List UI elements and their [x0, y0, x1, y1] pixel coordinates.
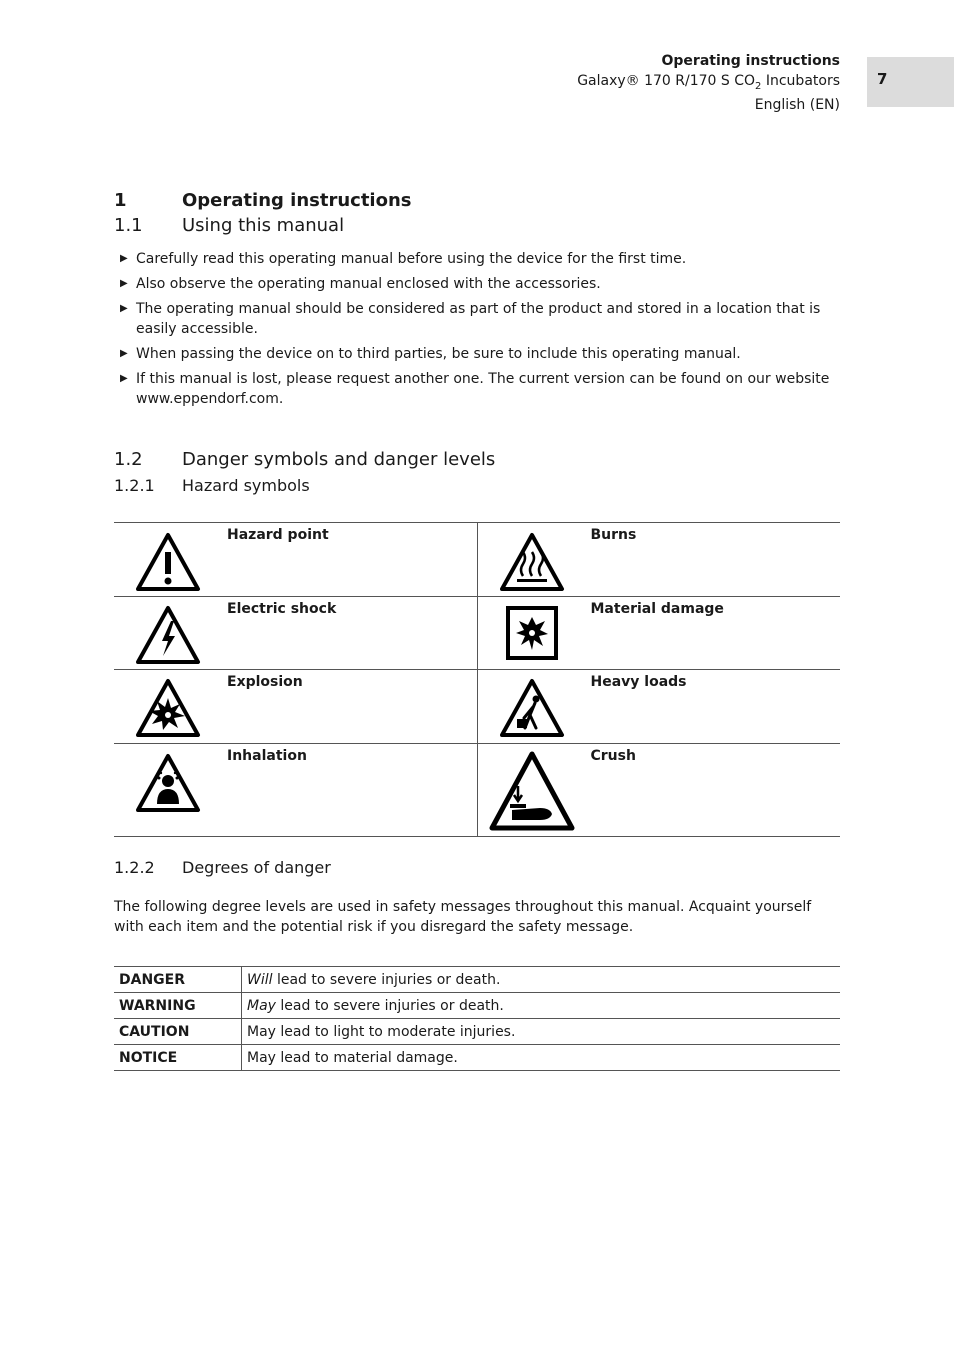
danger-level: NOTICE: [114, 1045, 242, 1071]
hazard-label: Burns: [590, 527, 637, 543]
header-product: [577, 72, 840, 96]
danger-description-text: lead to severe injuries or death.: [272, 971, 501, 988]
danger-level: CAUTION: [114, 1019, 242, 1045]
heading-1-2-2-title: Degrees of danger: [182, 858, 331, 877]
list-item: [114, 249, 844, 269]
hazard-cell: [114, 670, 477, 744]
list-item-text: The operating manual should be considered as part of the product and stored in a location that is easily accessible.: [136, 301, 821, 337]
material-damage-icon: [505, 605, 559, 661]
hazard-label: Electric shock: [227, 601, 337, 617]
header-language: English (EN): [754, 96, 840, 113]
header-product-suffix: Incubators: [761, 72, 840, 89]
header-section: Operating instructions: [661, 53, 840, 69]
list-item: [114, 274, 844, 294]
table-row: [114, 1019, 840, 1045]
list-item-text: If this manual is lost, please request another one. The current version can be found on our website www.eppendorf.com.: [136, 371, 830, 407]
table-row: [114, 744, 840, 837]
running-header: [577, 52, 840, 115]
inhalation-warning-icon: [135, 753, 201, 813]
heading-1-1-title: Using this manual: [182, 215, 345, 236]
heavy-load-warning-icon: [499, 678, 565, 738]
hazard-label: Explosion: [227, 674, 303, 690]
heading-1-2-title: Danger symbols and danger levels: [182, 449, 496, 470]
bullet-arrow-icon: ▶: [120, 373, 128, 384]
list-item-text: Also observe the operating manual enclosed with the accessories.: [136, 276, 601, 292]
hazard-cell: [477, 597, 840, 670]
list-item: [114, 369, 844, 409]
danger-description-text: May lead to light to moderate injuries.: [247, 1023, 516, 1040]
danger-level: WARNING: [114, 993, 242, 1019]
heading-1-title: Operating instructions: [182, 190, 412, 211]
hazard-cell: [114, 597, 477, 670]
hazard-cell: [114, 523, 477, 597]
table-row: [114, 670, 840, 744]
bullet-arrow-icon: ▶: [120, 348, 128, 359]
table-row: [114, 1045, 840, 1071]
hazard-label: Inhalation: [227, 748, 307, 764]
page-number-tab: [867, 57, 954, 107]
danger-description-emphasis: Will: [247, 971, 273, 988]
heading-1-2-1-number: 1.2.1: [114, 476, 155, 495]
hot-surface-warning-icon: [499, 532, 565, 592]
bullet-arrow-icon: ▶: [120, 278, 128, 289]
hazard-label: Hazard point: [227, 527, 329, 543]
exclamation-warning-icon: [135, 532, 201, 592]
heading-1-2-2-number: 1.2.2: [114, 858, 155, 877]
hazard-label: Material damage: [590, 601, 724, 617]
table-row: [114, 597, 840, 670]
danger-description-text: lead to severe injuries or death.: [275, 997, 504, 1014]
hazard-cell: [477, 670, 840, 744]
hazard-cell: [477, 523, 840, 597]
bullet-arrow-icon: ▶: [120, 303, 128, 314]
heading-1-2-number: 1.2: [114, 449, 143, 470]
degrees-intro-paragraph: The following degree levels are used in safety messages throughout this manual. Acquaint yourself with each item and the potential risk if you disregard the safety message.: [114, 899, 812, 935]
danger-description: [242, 1019, 841, 1045]
danger-description: [242, 1045, 841, 1071]
hazard-symbols-table: [114, 522, 840, 837]
page-number: 7: [877, 70, 888, 88]
heading-1-2-1-title: Hazard symbols: [182, 476, 310, 495]
list-item-text: When passing the device on to third parties, be sure to include this operating manual.: [136, 346, 741, 362]
hazard-cell: [477, 744, 840, 837]
table-row: [114, 993, 840, 1019]
header-product-prefix: Galaxy® 170 R/170 S CO: [577, 72, 756, 89]
hazard-label: Crush: [590, 748, 636, 764]
list-item: [114, 299, 844, 339]
danger-description-text: May lead to material damage.: [247, 1049, 458, 1066]
danger-level: DANGER: [114, 967, 242, 993]
crush-hand-warning-icon: [488, 750, 576, 832]
header-product-subscript: 2: [755, 80, 762, 92]
table-row: [114, 523, 840, 597]
danger-description-emphasis: May: [247, 997, 276, 1014]
list-item-text: Carefully read this operating manual before using the device for the first time.: [136, 251, 687, 267]
electric-shock-warning-icon: [135, 605, 201, 665]
explosion-warning-icon: [135, 678, 201, 738]
hazard-cell: [114, 744, 477, 837]
bullet-arrow-icon: ▶: [120, 253, 128, 264]
usage-bullet-list: [114, 249, 844, 414]
heading-1-1-number: 1.1: [114, 215, 143, 236]
list-item: [114, 344, 844, 364]
table-row: [114, 967, 840, 993]
danger-description: [242, 967, 841, 993]
danger-degrees-table: [114, 966, 840, 1071]
hazard-label: Heavy loads: [590, 674, 687, 690]
danger-description: [242, 993, 841, 1019]
heading-1-number: 1: [114, 190, 127, 211]
